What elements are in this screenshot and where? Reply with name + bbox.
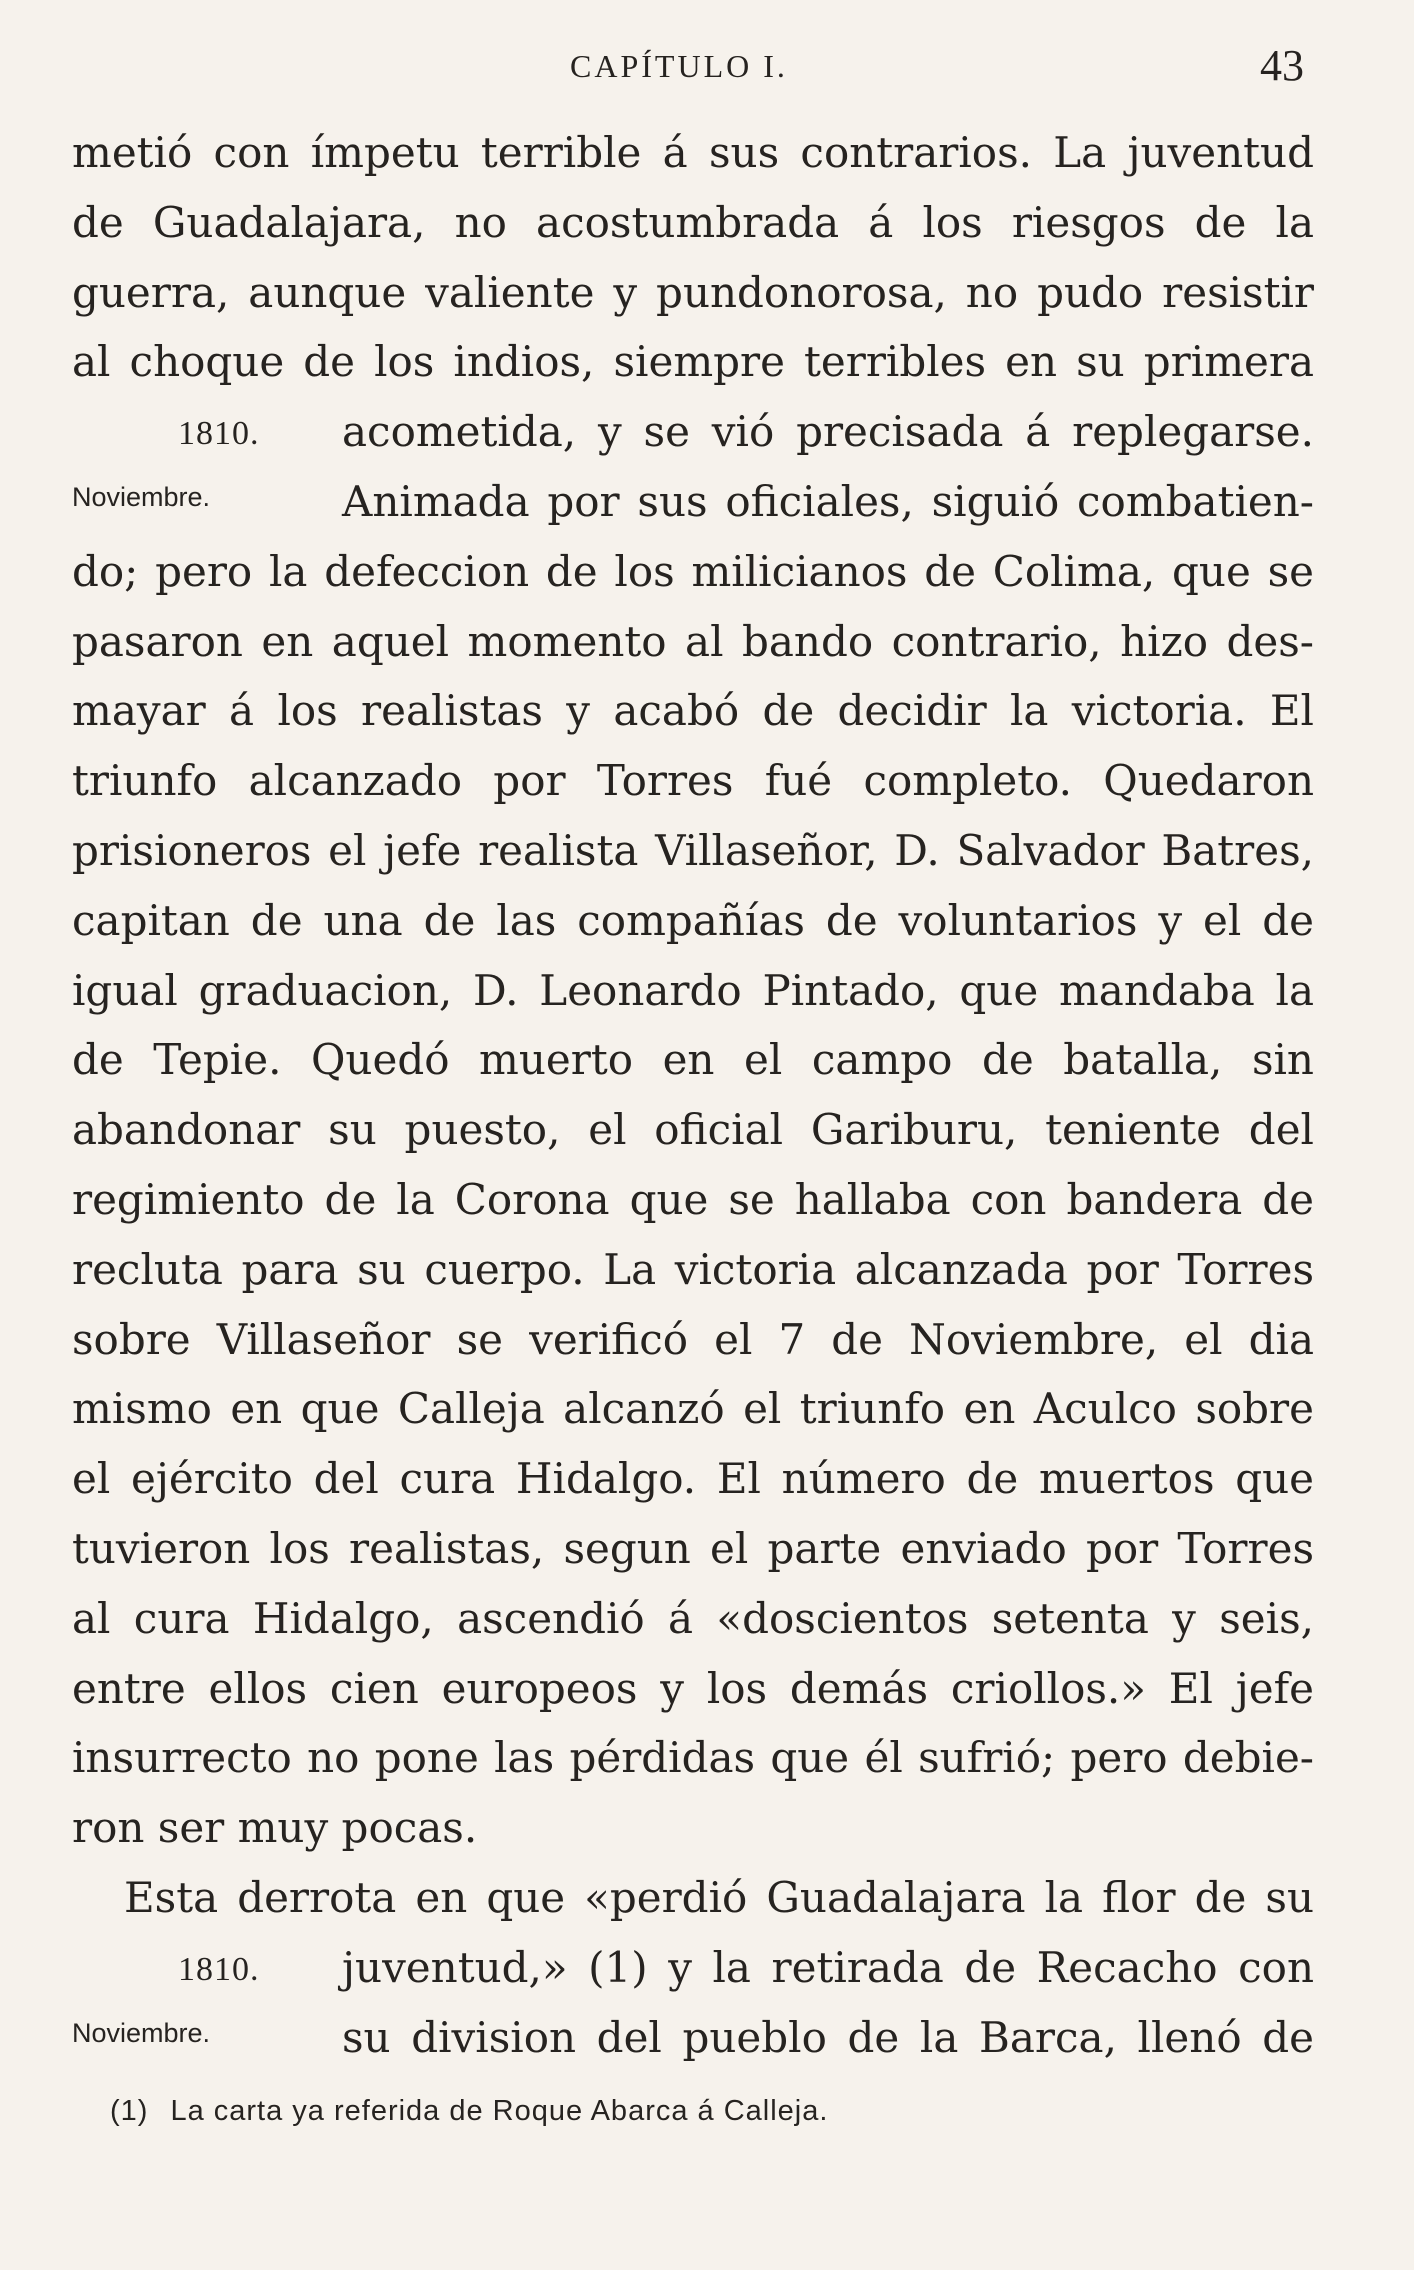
text-line: ron ser muy pocas. [72, 1803, 478, 1853]
running-head: CAPÍTULO I. [570, 48, 788, 84]
footnote [110, 2095, 828, 2128]
text-line-content: Animada por sus oficiales, siguió combatien- [342, 476, 1314, 526]
text-line: prisioneros el jefe realista Villaseñor, D. Salvador Batres, [72, 825, 1314, 875]
footnote-text: La carta ya referida de Roque Abarca á Calleja. [170, 2095, 829, 2127]
text-line: guerra, aunque valiente y pundonorosa, no pudo resistir [72, 267, 1314, 317]
body-text [72, 118, 1314, 2072]
text-line: al choque de los indios, siempre terribles en su primera [72, 337, 1314, 387]
text-line: insurrecto no pone las pérdidas que él sufrió; pero debie- [72, 1733, 1314, 1783]
text-line: de Guadalajara, no acostumbrada á los riesgos de la [72, 197, 1314, 247]
sidenote-month: Noviembre. [72, 2017, 211, 2048]
text-line [72, 1933, 1314, 2003]
text-line: pasaron en aquel momento al bando contrario, hizo des- [72, 616, 1314, 666]
text-line: el ejército del cura Hidalgo. El número de muertos que [72, 1454, 1314, 1504]
sidenote-year: 1810. [178, 1950, 260, 1988]
text-line-content: juventud,» (1) y la retirada de Recacho con [342, 1942, 1314, 1992]
sidenote-year: 1810. [178, 415, 260, 453]
text-line [72, 2003, 1314, 2073]
text-line: mismo en que Calleja alcanzó el triunfo en Aculco sobre [72, 1384, 1314, 1434]
text-line [72, 467, 1314, 537]
page-header [0, 40, 1414, 100]
text-line: triunfo alcanzado por Torres fué completo. Quedaron [72, 756, 1314, 806]
text-line: recluta para su cuerpo. La victoria alcanzada por Torres [72, 1244, 1314, 1294]
page-number: 43 [1260, 41, 1304, 90]
footnote-mark: (1) [110, 2095, 149, 2127]
text-line: Esta derrota en que «perdió Guadalajara la flor de su [124, 1872, 1314, 1922]
text-line: sobre Villaseñor se verificó el 7 de Noviembre, el dia [72, 1314, 1314, 1364]
text-line: metió con ímpetu terrible á sus contrarios. La juventud [72, 128, 1314, 177]
text-line-content: acometida, y se vió precisada á replegarse. [342, 407, 1314, 457]
text-line: abandonar su puesto, el oficial Gariburu, teniente del [72, 1105, 1314, 1155]
text-line: mayar á los realistas y acabó de decidir la victoria. El [72, 686, 1314, 736]
text-line: de Tepie. Quedó muerto en el campo de batalla, sin [72, 1035, 1314, 1085]
text-line: tuvieron los realistas, segun el parte enviado por Torres [72, 1523, 1314, 1573]
sidenote-month: Noviembre. [72, 481, 211, 512]
text-line: entre ellos cien europeos y los demás criollos.» El jefe [72, 1663, 1314, 1713]
text-line-content: su division del pueblo de la Barca, llenó de [342, 2012, 1314, 2062]
text-line [72, 397, 1314, 467]
text-line: al cura Hidalgo, ascendió á «doscientos setenta y seis, [72, 1593, 1314, 1643]
text-line: capitan de una de las compañías de voluntarios y el de [72, 895, 1314, 945]
text-line: regimiento de la Corona que se hallaba con bandera de [72, 1174, 1314, 1224]
text-line: igual graduacion, D. Leonardo Pintado, que mandaba la [72, 965, 1314, 1015]
text-line: do; pero la defeccion de los milicianos de Colima, que se [72, 546, 1314, 596]
